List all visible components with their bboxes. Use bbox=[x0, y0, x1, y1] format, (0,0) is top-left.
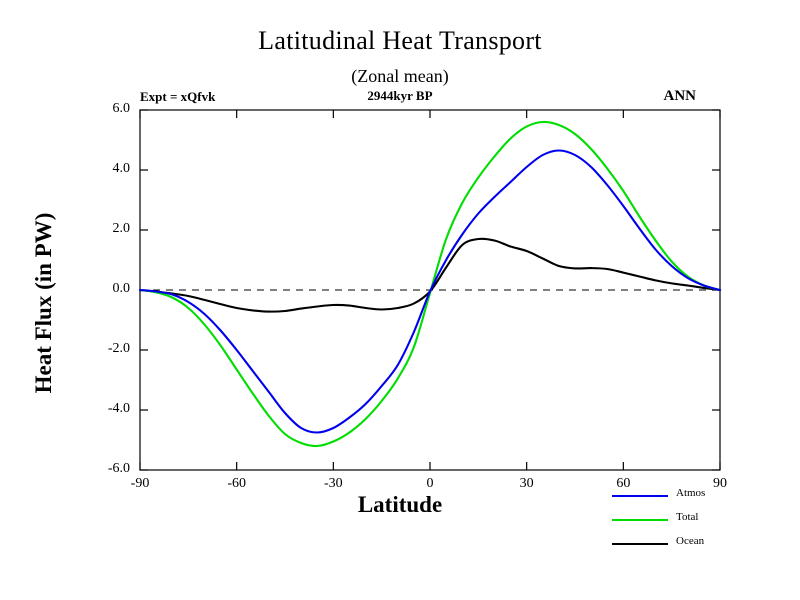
legend bbox=[612, 484, 772, 558]
legend-label-total: Total bbox=[676, 511, 699, 523]
series-line-atmos bbox=[140, 151, 720, 433]
x-tick-label: 30 bbox=[519, 476, 534, 491]
data-series-group bbox=[140, 122, 720, 446]
legend-item[interactable] bbox=[612, 508, 772, 532]
chart-subtitle: (Zonal mean) bbox=[351, 66, 449, 86]
x-tick-label: -60 bbox=[227, 476, 246, 491]
y-axis-label: Heat Flux (in PW) bbox=[31, 212, 56, 394]
y-tick-label: 2.0 bbox=[112, 221, 130, 236]
x-tick-label: -30 bbox=[323, 476, 343, 491]
y-tick-label: -6.0 bbox=[107, 461, 130, 476]
legend-item[interactable] bbox=[612, 532, 772, 556]
y-tick-label: -4.0 bbox=[107, 401, 130, 416]
y-tick-label: 4.0 bbox=[112, 161, 130, 176]
series-line-total bbox=[140, 122, 720, 446]
legend-label-atmos: Atmos bbox=[676, 487, 706, 499]
season-label: ANN bbox=[663, 88, 696, 104]
legend-swatch-atmos bbox=[612, 495, 668, 497]
legend-swatch-total bbox=[612, 519, 668, 521]
x-tick-label: -90 bbox=[130, 476, 150, 491]
series-line-ocean bbox=[140, 239, 720, 312]
legend-label-ocean: Ocean bbox=[676, 535, 705, 547]
experiment-label: Expt = xQfvk bbox=[140, 89, 216, 104]
x-axis-label: Latitude bbox=[357, 492, 443, 517]
x-tick-label: 90 bbox=[713, 476, 727, 491]
legend-swatch-ocean bbox=[612, 543, 668, 545]
chart-title: Latitudinal Heat Transport bbox=[258, 26, 542, 55]
y-tick-label: 6.0 bbox=[112, 101, 130, 116]
age-label: 2944kyr BP bbox=[367, 88, 433, 103]
x-tick-label: 0 bbox=[426, 476, 434, 491]
y-tick-label: 0.0 bbox=[112, 281, 130, 296]
y-tick-label: -2.0 bbox=[107, 341, 130, 356]
x-tick-label: 60 bbox=[616, 476, 631, 491]
legend-item[interactable] bbox=[612, 484, 772, 508]
